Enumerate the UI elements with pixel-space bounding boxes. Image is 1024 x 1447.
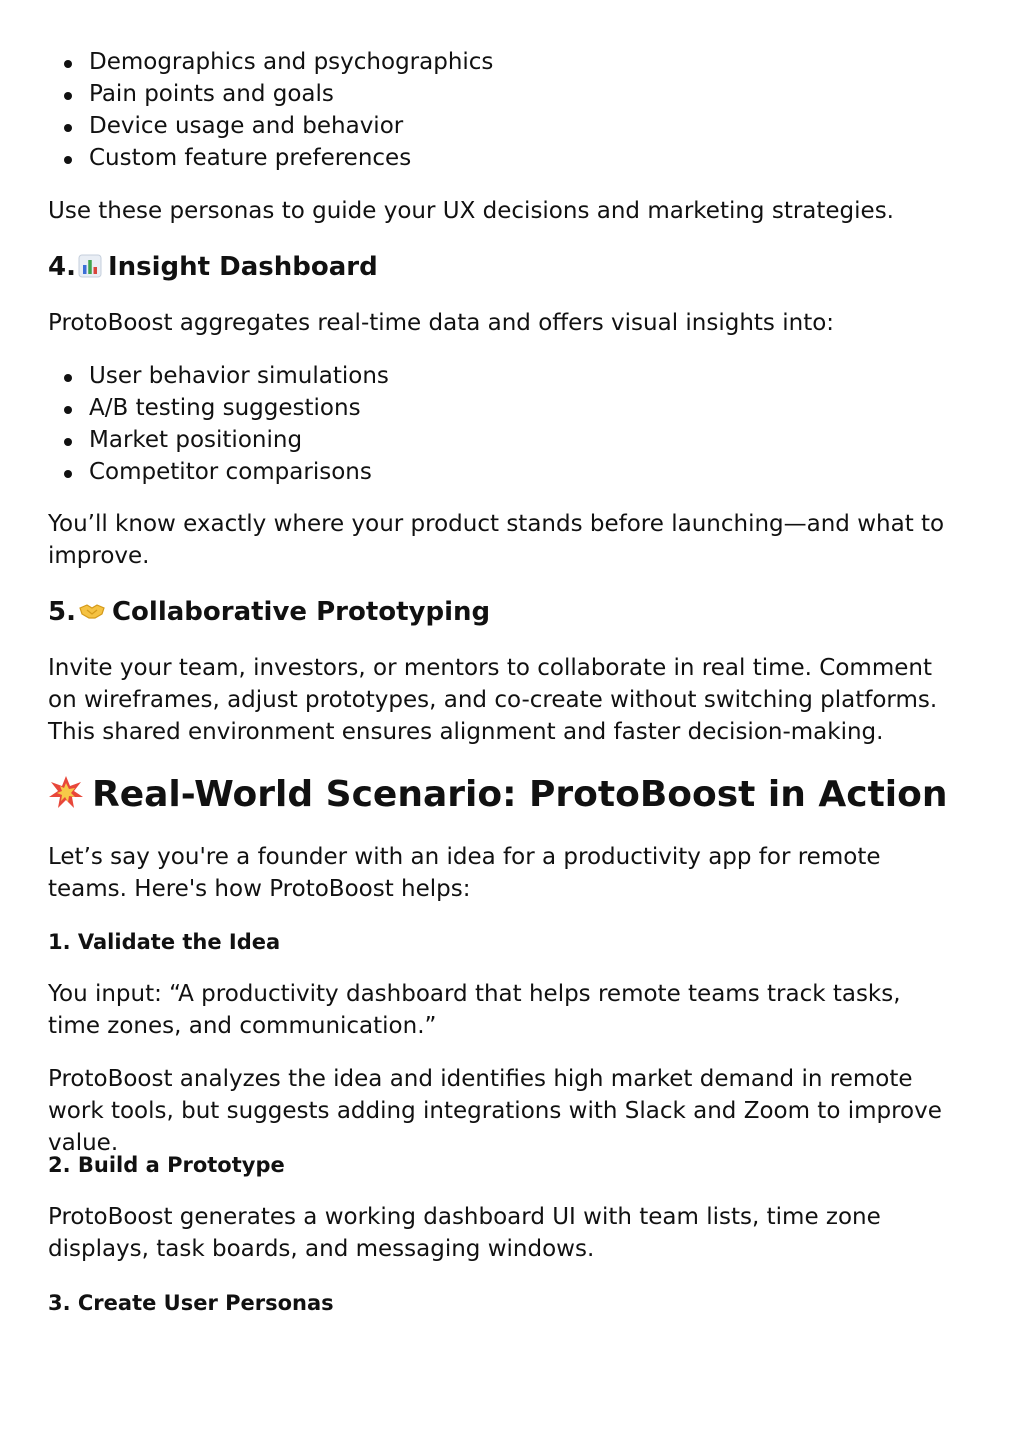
section-5-heading [48,594,490,633]
list-item: Device usage and behavior [48,110,493,142]
step-1-analysis: ProtoBoost analyzes the idea and identifies high market demand in remote work tools, but suggests adding integrations with Slack and Zoom to improve value. [48,1066,942,1156]
list-item: User behavior simulations [48,360,389,392]
section-4-heading [48,249,378,288]
handshake-icon [78,597,106,633]
section-number: 4. [48,252,76,282]
scenario-title: Real-World Scenario: ProtoBoost in Action [92,774,948,815]
list-item: Demographics and psychographics [48,46,493,78]
collision-icon [48,774,84,823]
step-1-input: You input: “A productivity dashboard that helps remote teams track tasks, time zones, and communication.” [48,981,901,1039]
list-item: Pain points and goals [48,78,493,110]
section-4-outro: You’ll know exactly where your product stands before launching—and what to improve. [48,511,945,569]
list-item: Custom feature preferences [48,142,493,174]
insights-list [48,360,389,488]
step-3-heading: 3. Create User Personas [48,1291,334,1315]
section-number: 5. [48,597,76,627]
persona-note: Use these personas to guide your UX decisions and marketing strategies. [48,198,894,224]
scenario-intro: Let’s say you're a founder with an idea for a productivity app for remote teams. Here's how ProtoBoost helps: [48,844,881,902]
section-4-intro: ProtoBoost aggregates real-time data and offers visual insights into: [48,310,835,336]
section-5-body: Invite your team, investors, or mentors to collaborate in real time. Comment on wireframes, adjust prototypes, and co-create without switching platforms. This shared environment ensures alignment and faster decision-making. [48,655,938,745]
list-item: Market positioning [48,424,389,456]
section-title: Insight Dashboard [107,252,378,282]
step-2-body: ProtoBoost generates a working dashboard UI with team lists, time zone displays, task boards, and messaging windows. [48,1204,881,1262]
persona-traits-list [48,46,493,174]
step-2-heading: 2. Build a Prototype [48,1153,285,1177]
list-item: A/B testing suggestions [48,392,389,424]
list-item: Competitor comparisons [48,456,389,488]
scenario-heading [48,771,948,823]
section-title: Collaborative Prototyping [111,597,491,627]
step-1-heading: 1. Validate the Idea [48,930,281,954]
bar-chart-icon [78,252,102,288]
